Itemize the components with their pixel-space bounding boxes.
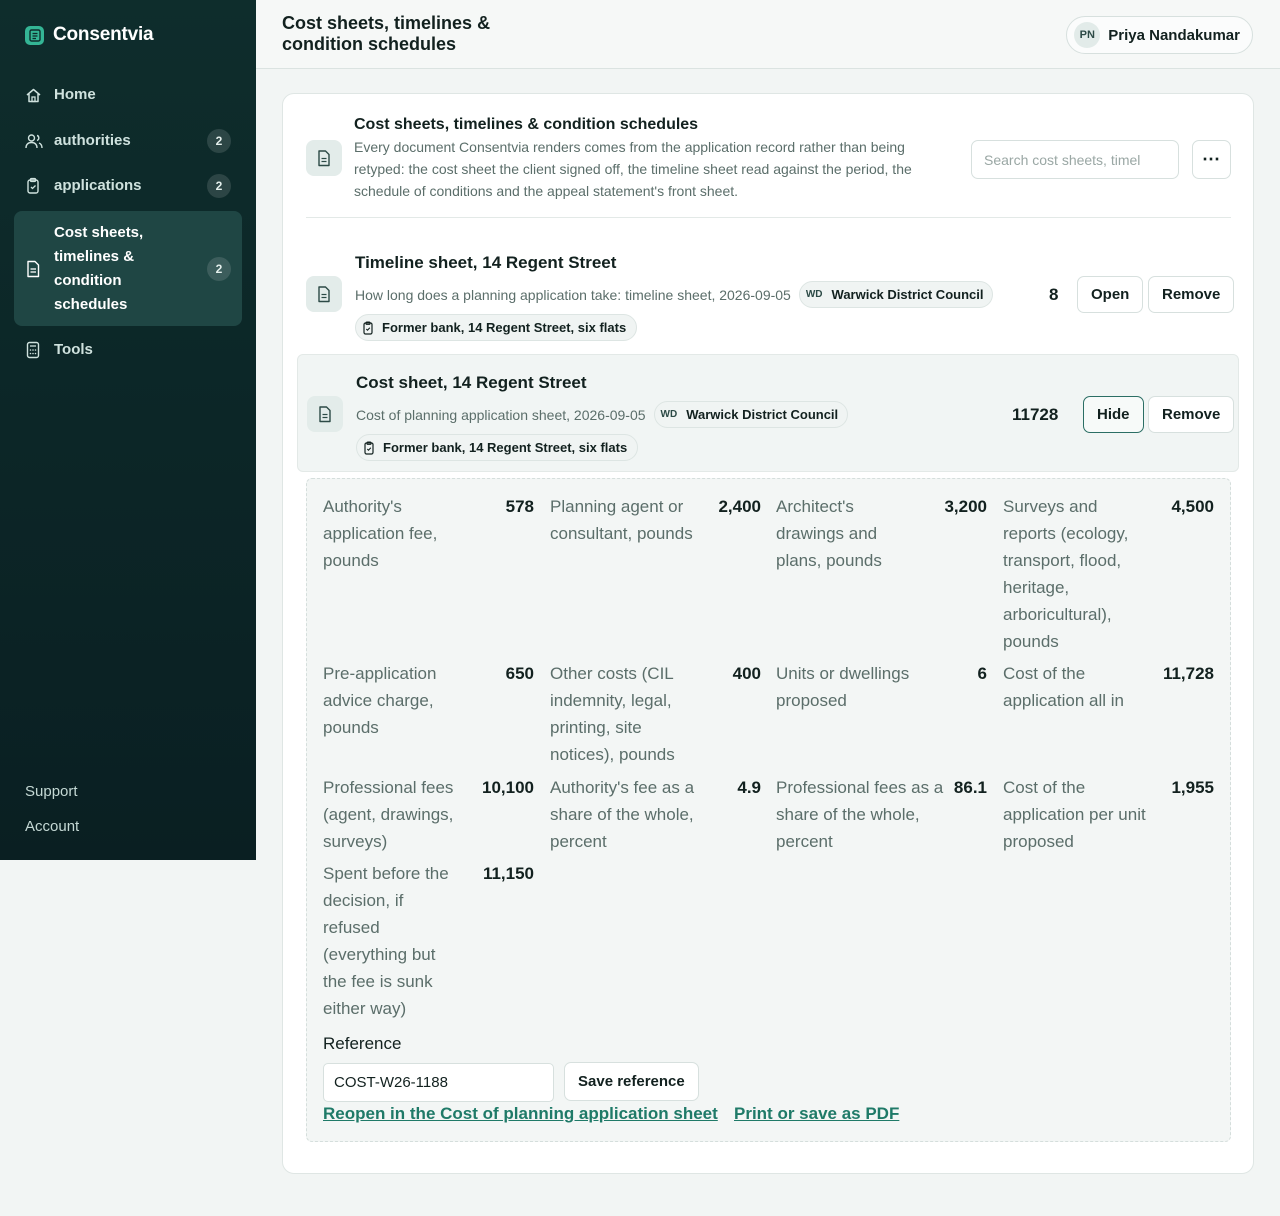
- field-label: Professional fees (agent, drawings, surveys): [323, 778, 454, 851]
- application-name: Former bank, 14 Regent Street, six flats: [383, 440, 628, 455]
- field-label: Surveys and reports (ecology, transport, flood, heritage, arboricultural), pounds: [1003, 497, 1129, 651]
- application-pill[interactable]: [356, 434, 638, 461]
- clipboard-icon: [363, 441, 375, 455]
- authority-name: Warwick District Council: [831, 287, 984, 302]
- field-value: 4,500: [1171, 497, 1214, 516]
- field-label: Other costs (CIL indemnity, legal, printing, site notices), pounds: [550, 664, 675, 764]
- row-description: Cost of planning application sheet, 2026-09-05: [356, 406, 646, 423]
- field-label: Spent before the decision, if refused (everything but the fee is sunk either way): [323, 864, 449, 1018]
- field-label: Authority's application fee, pounds: [323, 497, 438, 570]
- sidebar-item-label: Home: [54, 86, 96, 103]
- row-description: How long does a planning application take: timeline sheet, 2026-09-05: [355, 286, 791, 303]
- sidebar-item-cost-sheets[interactable]: [14, 211, 242, 326]
- field-value: 86.1: [953, 778, 987, 797]
- field-value: 3,200: [944, 497, 987, 516]
- field-value: 2,400: [718, 497, 761, 516]
- count-badge: 2: [207, 257, 231, 281]
- cost-sheet-details: [306, 478, 1231, 1142]
- field-value: 4.9: [737, 778, 761, 797]
- document-icon: [25, 260, 43, 278]
- search-input[interactable]: [971, 140, 1179, 179]
- reference-input[interactable]: [323, 1063, 554, 1102]
- section-description: Every document Consentvia renders comes from the application record rather than being retyped: the cost sheet the client signed off, the timeline sheet read against the period, the schedule of conditions and the appeal statement's front sheet.: [354, 139, 912, 199]
- hide-button[interactable]: Hide: [1083, 396, 1144, 433]
- more-options-button[interactable]: ⋯: [1192, 140, 1231, 179]
- application-pill[interactable]: [355, 314, 637, 341]
- authority-initials: WD: [660, 409, 678, 420]
- app-name: Consentvia: [53, 24, 154, 45]
- field-label: Pre-application advice charge, pounds: [323, 664, 437, 737]
- sidebar-item-label: Cost sheets, timelines & condition schedules: [54, 223, 144, 313]
- field-label: Cost of the application per unit proposed: [1003, 778, 1146, 851]
- field-label: Units or dwellings proposed: [776, 664, 910, 710]
- field-label: Planning agent or consultant, pounds: [550, 497, 693, 543]
- field-label: Professional fees as a share of the whole, percent: [776, 778, 944, 851]
- reference-label: Reference: [323, 1034, 402, 1053]
- open-button[interactable]: Open: [1077, 276, 1143, 313]
- remove-button[interactable]: Remove: [1148, 276, 1234, 313]
- field-value: 10,100: [482, 778, 534, 797]
- field-label: Authority's fee as a share of the whole, percent: [550, 778, 695, 851]
- sidebar-item-label: authorities: [54, 132, 131, 149]
- support-link[interactable]: Support: [25, 783, 78, 800]
- clipboard-icon: [25, 177, 43, 195]
- section-icon: [306, 140, 342, 176]
- user-menu[interactable]: [1066, 16, 1253, 54]
- row-title: Timeline sheet, 14 Regent Street: [355, 253, 617, 272]
- row-icon: [306, 276, 342, 312]
- calculator-icon: [25, 341, 43, 359]
- users-icon: [25, 132, 43, 150]
- save-reference-button[interactable]: Save reference: [564, 1062, 699, 1101]
- avatar: PN: [1074, 22, 1100, 48]
- sidebar-item-home[interactable]: [14, 83, 242, 107]
- list-item: [297, 235, 1239, 353]
- field-label: Cost of the application all in: [1003, 664, 1124, 710]
- print-pdf-link[interactable]: Print or save as PDF: [734, 1104, 900, 1123]
- remove-button[interactable]: Remove: [1148, 396, 1234, 433]
- authority-name: Warwick District Council: [686, 407, 839, 422]
- row-subtitle: [356, 401, 848, 428]
- field-value: 1,955: [1171, 778, 1214, 797]
- user-name: Priya Nandakumar: [1108, 26, 1240, 44]
- sidebar-item-label: applications: [54, 177, 142, 194]
- authority-pill[interactable]: [799, 281, 994, 308]
- row-subtitle: [355, 281, 993, 308]
- field-label: Architect's drawings and plans, pounds: [776, 497, 882, 570]
- documents-card: [282, 93, 1254, 1174]
- divider: [306, 217, 1231, 218]
- logo-icon: [25, 26, 44, 45]
- row-title: Cost sheet, 14 Regent Street: [356, 373, 587, 392]
- field-value: 650: [505, 664, 534, 683]
- reopen-link[interactable]: Reopen in the Cost of planning application sheet: [323, 1104, 718, 1123]
- count-badge: 2: [207, 174, 231, 198]
- top-header: [256, 0, 1280, 69]
- page-title: Cost sheets, timelines & condition schedules: [282, 13, 491, 54]
- field-value: 6: [977, 664, 987, 683]
- clipboard-icon: [362, 321, 374, 335]
- home-icon: [25, 86, 43, 104]
- brand[interactable]: [25, 24, 153, 46]
- count-badge: 2: [207, 129, 231, 153]
- authority-pill[interactable]: [654, 401, 849, 428]
- account-link[interactable]: Account: [25, 818, 80, 835]
- section-title: Cost sheets, timelines & condition schedules: [354, 116, 699, 133]
- row-count: 8: [1049, 285, 1059, 304]
- field-value: 400: [732, 664, 761, 683]
- document-icon: [317, 150, 331, 167]
- sidebar: [0, 0, 256, 860]
- application-name: Former bank, 14 Regent Street, six flats: [382, 320, 627, 335]
- field-value: 11,150: [482, 864, 534, 883]
- row-count: 11728: [1012, 405, 1059, 424]
- sidebar-item-applications[interactable]: [14, 173, 242, 199]
- field-value: 11,728: [1162, 664, 1214, 683]
- list-item-expanded: [297, 354, 1239, 472]
- field-value: 578: [505, 497, 534, 516]
- sidebar-item-tools[interactable]: [14, 337, 242, 363]
- sidebar-item-label: Tools: [54, 341, 93, 358]
- document-icon: [317, 286, 331, 303]
- sidebar-item-authorities[interactable]: [14, 128, 242, 154]
- row-icon: [307, 396, 343, 432]
- document-icon: [318, 406, 332, 423]
- authority-initials: WD: [805, 289, 823, 300]
